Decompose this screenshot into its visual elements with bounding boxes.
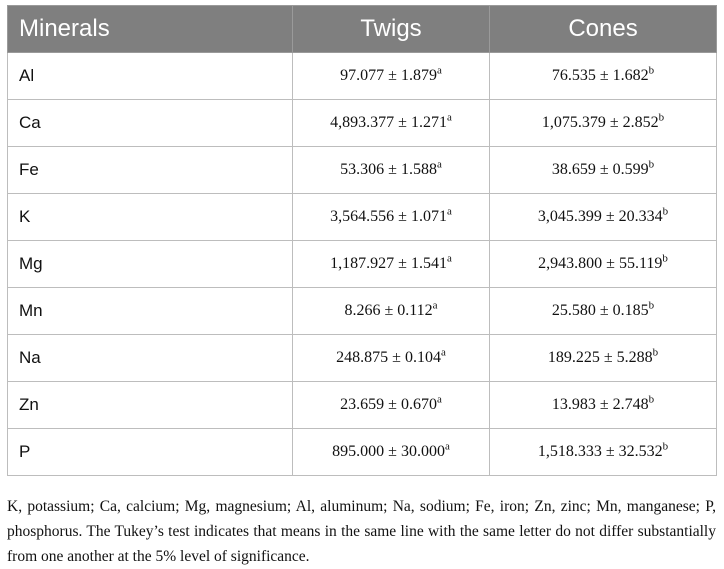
mineral-cell: Mg [8, 241, 293, 288]
table-row [8, 147, 717, 194]
twigs-value: 248.875 ± 0.104 [336, 349, 441, 366]
table-row [8, 382, 717, 429]
cones-superscript: b [648, 393, 655, 406]
table-row [8, 335, 717, 382]
twigs-value: 8.266 ± 0.112 [344, 302, 433, 319]
header-minerals: Minerals [8, 6, 293, 53]
cones-superscript: b [662, 205, 669, 218]
twigs-superscript: a [446, 205, 452, 218]
cones-superscript: b [662, 440, 669, 453]
cones-value: 13.983 ± 2.748 [551, 396, 649, 413]
cones-value: 189.225 ± 5.288 [547, 349, 653, 366]
cones-value: 3,045.399 ± 20.334 [537, 208, 663, 225]
twigs-superscript: a [436, 64, 442, 77]
table-row [8, 194, 717, 241]
cones-value: 1,075.379 ± 2.852 [541, 114, 659, 131]
header-cones: Cones [490, 6, 717, 53]
cones-cell [490, 429, 717, 476]
twigs-cell [293, 288, 490, 335]
twigs-value: 1,187.927 ± 1.541 [330, 255, 447, 272]
cones-superscript: b [662, 252, 668, 265]
cones-cell [490, 53, 717, 100]
table-body [8, 53, 717, 476]
cones-superscript: b [652, 346, 659, 359]
twigs-superscript: a [446, 111, 452, 124]
table-footnote: K, potassium; Ca, calcium; Mg, magnesium; Al, aluminum; Na, sodium; Fe, iron; Zn, zinc; Mn, manganese; P, phosphorus. The Tukey’s test indicates that means in the same line with the same letter do not differ substantially from one another at the 5% level of significance. [7, 497, 716, 565]
mineral-cell: Al [8, 53, 293, 100]
header-twigs: Twigs [293, 6, 490, 53]
cones-value: 38.659 ± 0.599 [551, 161, 649, 178]
cones-value: 25.580 ± 0.185 [551, 302, 649, 319]
cones-superscript: b [648, 299, 655, 312]
cones-cell [490, 335, 717, 382]
mineral-cell: Zn [8, 382, 293, 429]
twigs-superscript: a [444, 440, 450, 453]
twigs-superscript: a [440, 346, 446, 359]
table-row [8, 429, 717, 476]
table-row [8, 100, 717, 147]
twigs-cell [293, 147, 490, 194]
mineral-cell: Ca [8, 100, 293, 147]
mineral-table-container [7, 5, 716, 476]
twigs-value: 97.077 ± 1.879 [340, 67, 437, 84]
twigs-cell [293, 335, 490, 382]
twigs-value: 3,564.556 ± 1.071 [330, 208, 447, 225]
cones-cell [490, 147, 717, 194]
twigs-superscript: a [436, 393, 442, 406]
table-row [8, 288, 717, 335]
header-row [8, 6, 717, 53]
twigs-cell [293, 382, 490, 429]
cones-cell [490, 288, 717, 335]
mineral-cell: Mn [8, 288, 293, 335]
twigs-value: 4,893.377 ± 1.271 [330, 114, 447, 131]
table-row [8, 241, 717, 288]
cones-cell [490, 194, 717, 241]
twigs-value: 895.000 ± 30.000 [332, 443, 445, 460]
mineral-cell: Fe [8, 147, 293, 194]
cones-superscript: b [648, 158, 655, 171]
twigs-value: 23.659 ± 0.670 [340, 396, 437, 413]
twigs-superscript: a [446, 252, 452, 265]
twigs-cell [293, 241, 490, 288]
twigs-cell [293, 100, 490, 147]
cones-cell [490, 241, 717, 288]
table-header [8, 6, 717, 53]
twigs-superscript: a [436, 158, 442, 171]
mineral-table [7, 5, 717, 476]
twigs-cell [293, 53, 490, 100]
cones-cell [490, 382, 717, 429]
twigs-cell [293, 194, 490, 241]
cones-superscript: b [658, 111, 665, 124]
cones-superscript: b [648, 64, 655, 77]
mineral-cell: Na [8, 335, 293, 382]
cones-cell [490, 100, 717, 147]
twigs-cell [293, 429, 490, 476]
mineral-cell: K [8, 194, 293, 241]
cones-value: 2,943.800 ± 55.119 [538, 255, 663, 272]
twigs-value: 53.306 ± 1.588 [340, 161, 437, 178]
cones-value: 76.535 ± 1.682 [551, 67, 649, 84]
table-row [8, 53, 717, 100]
mineral-cell: P [8, 429, 293, 476]
twigs-superscript: a [432, 299, 438, 312]
cones-value: 1,518.333 ± 32.532 [537, 443, 663, 460]
